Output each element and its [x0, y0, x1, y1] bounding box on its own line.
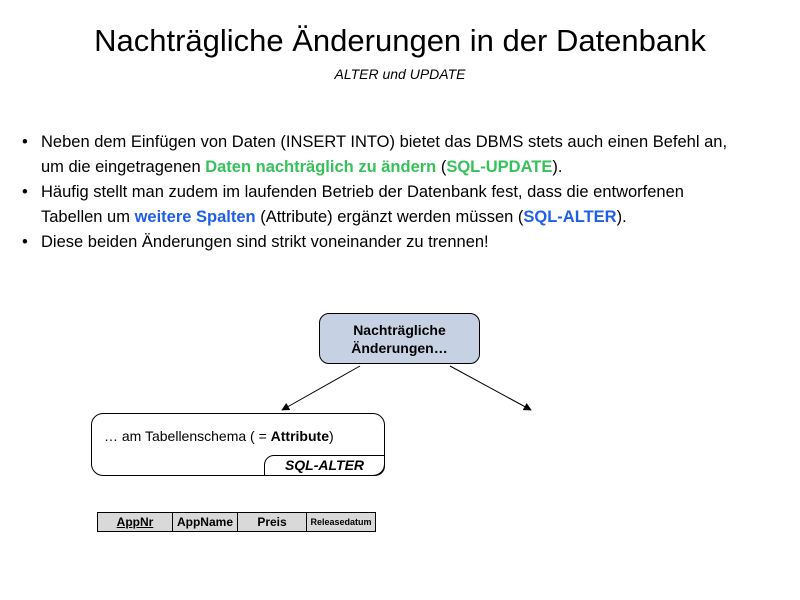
schema-change-label — [104, 428, 334, 444]
column-header-appnr: AppNr — [98, 513, 173, 531]
bullet-text: ). — [616, 208, 627, 226]
sql-alter-keyword: SQL-ALTER — [523, 208, 617, 226]
highlight-text: Daten nachträglich zu ändern — [205, 158, 437, 176]
root-node-label: Nachträgliche — [353, 321, 446, 338]
schema-text-prefix: … am Tabellenschema ( = — [104, 428, 271, 444]
bullet-text: um die eingetragenen — [41, 158, 206, 176]
column-header-releasedatum: Releasedatum — [310, 517, 372, 527]
bullet-text: (Attribute) ergänzt werden müssen ( — [255, 208, 524, 226]
bullet-text: ). — [552, 158, 563, 176]
slide-title: Nachträgliche Änderungen in der Datenbank — [94, 23, 706, 58]
bullet-text: ( — [436, 158, 447, 176]
schema-change-node — [91, 413, 385, 476]
bullet-text: Häufig stellt man zudem im laufenden Betrieb der Datenbank fest, dass die entworfenen — [41, 183, 684, 201]
bullet-text: Neben dem Einfügen von Daten (INSERT INTO) bietet das DBMS stets auch einen Befehl an, — [41, 133, 728, 151]
column-header-preis: Preis — [238, 513, 307, 531]
schema-text-suffix: ) — [328, 428, 334, 444]
highlight-text: weitere Spalten — [134, 208, 256, 226]
arrow-right — [450, 366, 531, 410]
app-table-header — [97, 512, 376, 532]
column-header-appname: AppName — [173, 513, 238, 531]
root-node-label: Änderungen… — [351, 339, 448, 356]
changes-root-node — [319, 313, 480, 364]
sql-alter-tag: SQL-ALTER — [264, 455, 385, 476]
bullet-text: Diese beiden Änderungen sind strikt voneinander zu trennen! — [41, 233, 489, 251]
slide-subtitle: ALTER und UPDATE — [334, 66, 466, 82]
arrow-left — [282, 366, 360, 410]
schema-text-bold: Attribute — [270, 428, 329, 444]
bullet-text: Tabellen um — [41, 208, 135, 226]
sql-update-keyword: SQL-UPDATE — [446, 158, 553, 176]
